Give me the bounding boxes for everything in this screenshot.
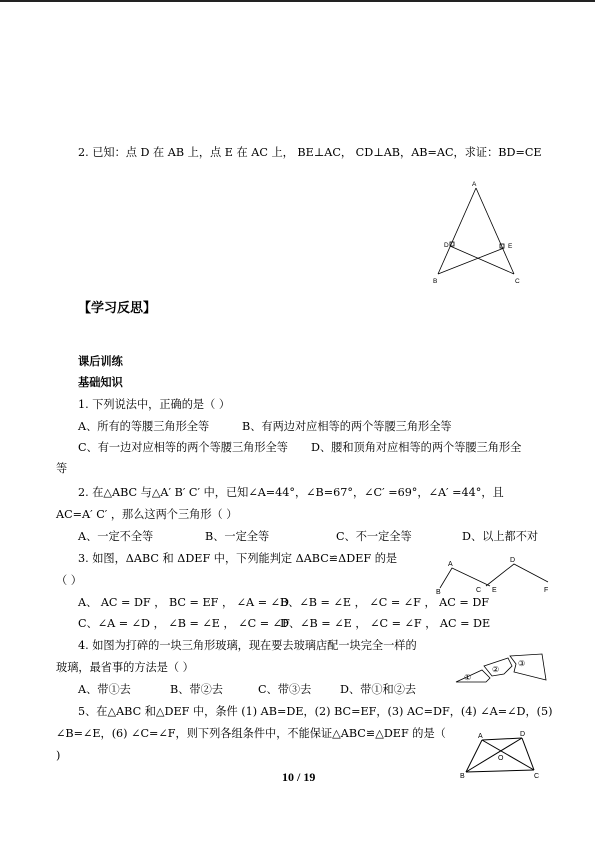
q3-stem: 3. 如图，ΔABC 和 ΔDEF 中，下列能判定 ΔABC≌ΔDEF 的是: [78, 552, 398, 565]
q2-option-c: C、不一定全等: [336, 530, 412, 543]
q3-option-d: D、∠B = ∠E ， ∠C = ∠F ， AC = DE: [280, 617, 491, 630]
label-A5: A: [478, 733, 483, 740]
q3-option-b: B、∠B = ∠E ， ∠C = ∠F ， AC = DF: [280, 596, 490, 609]
q4-stem-line2: 玻璃，最省事的方法是（ ）: [56, 661, 194, 674]
piece-3-label: ③: [518, 659, 526, 668]
q1-option-a: A、所有的等腰三角形全等: [78, 420, 210, 433]
label-O5: O: [498, 755, 504, 762]
label-A: A: [472, 181, 477, 188]
label-E: E: [508, 243, 513, 250]
label-C: C: [515, 278, 520, 285]
after-class-heading: 课后训练: [78, 355, 123, 368]
q4-option-d: D、带①和②去: [340, 683, 417, 696]
triangles-figure-3: [436, 556, 556, 596]
reflection-heading: 【学习反思】: [78, 301, 157, 316]
label-B3: B: [436, 589, 441, 596]
q4-stem-line1: 4. 如图为打碎的一块三角形玻璃，现在要去玻璃店配一块完全一样的: [78, 639, 417, 652]
q3-paren: （ ）: [56, 574, 82, 587]
q5-stem-line3: ): [56, 749, 61, 762]
piece-1-label: ①: [464, 673, 472, 682]
label-E3: E: [492, 587, 497, 594]
q2-option-a: A、一定不全等: [78, 530, 154, 543]
q2-stem-line1: 2. 在△ABC 与△A′ B′ C′ 中，已知∠A=44°，∠B=67°，∠C′ =69°，∠A′ =44°，且: [78, 486, 504, 499]
q2-option-b: B、一定全等: [205, 530, 270, 543]
q1-option-d: D、腰和顶角对应相等的两个等腰三角形全: [311, 441, 522, 454]
piece-2-label: ②: [492, 665, 500, 674]
label-D: D: [444, 242, 449, 249]
q1-option-d-cont: 等: [56, 462, 68, 475]
label-B5: B: [460, 773, 465, 780]
q3-option-c: C、∠A = ∠D ， ∠B = ∠E ， ∠C = ∠F: [78, 617, 290, 630]
label-C3: C: [476, 587, 482, 594]
q2-option-d: D、以上都不对: [462, 530, 539, 543]
label-A3: A: [448, 561, 453, 568]
q2-stem-line2: AC=A′ C′ ，那么这两个三角形（ ）: [56, 508, 238, 521]
q4-option-b: B、带②去: [170, 683, 223, 696]
top-rule: [0, 0, 595, 2]
label-C5: C: [534, 773, 540, 780]
label-F3: F: [544, 587, 549, 594]
q4-option-a: A、带①去: [78, 683, 131, 696]
q2-proof-stem: 2. 已知：点 D 在 AB 上，点 E 在 AC 上， BE⊥AC， CD⊥AB，AB=AC，求证：BD=CE: [78, 146, 542, 159]
q1-option-c: C、有一边对应相等的两个等腰三角形全等: [78, 441, 288, 454]
q1-stem: 1. 下列说法中，正确的是（ ）: [78, 398, 231, 411]
crossing-triangles-figure-5: [460, 730, 550, 780]
q4-option-c: C、带③去: [258, 683, 312, 696]
broken-glass-figure-4: [452, 648, 552, 688]
q1-option-b: B、有两边对应相等的两个等腰三角形全等: [242, 420, 452, 433]
q5-stem-line1: 5、在△ABC 和△DEF 中，条件 (1) AB=DE，(2) BC=EF，(3) AC=DF，(4) ∠A=∠D，(5): [78, 705, 553, 718]
label-D5: D: [520, 731, 526, 738]
basics-heading: 基础知识: [78, 376, 123, 389]
triangle-figure-1: [430, 180, 540, 290]
label-D3: D: [510, 557, 516, 564]
page-number: 10 / 19: [282, 770, 316, 784]
q3-option-a: A、 AC = DF ， BC = EF ， ∠A = ∠D: [78, 596, 289, 609]
q5-stem-line2: ∠B=∠E，(6) ∠C=∠F，则下列各组条件中，不能保证△ABC≌△DEF 的是（: [56, 727, 446, 740]
label-B: B: [433, 278, 438, 285]
